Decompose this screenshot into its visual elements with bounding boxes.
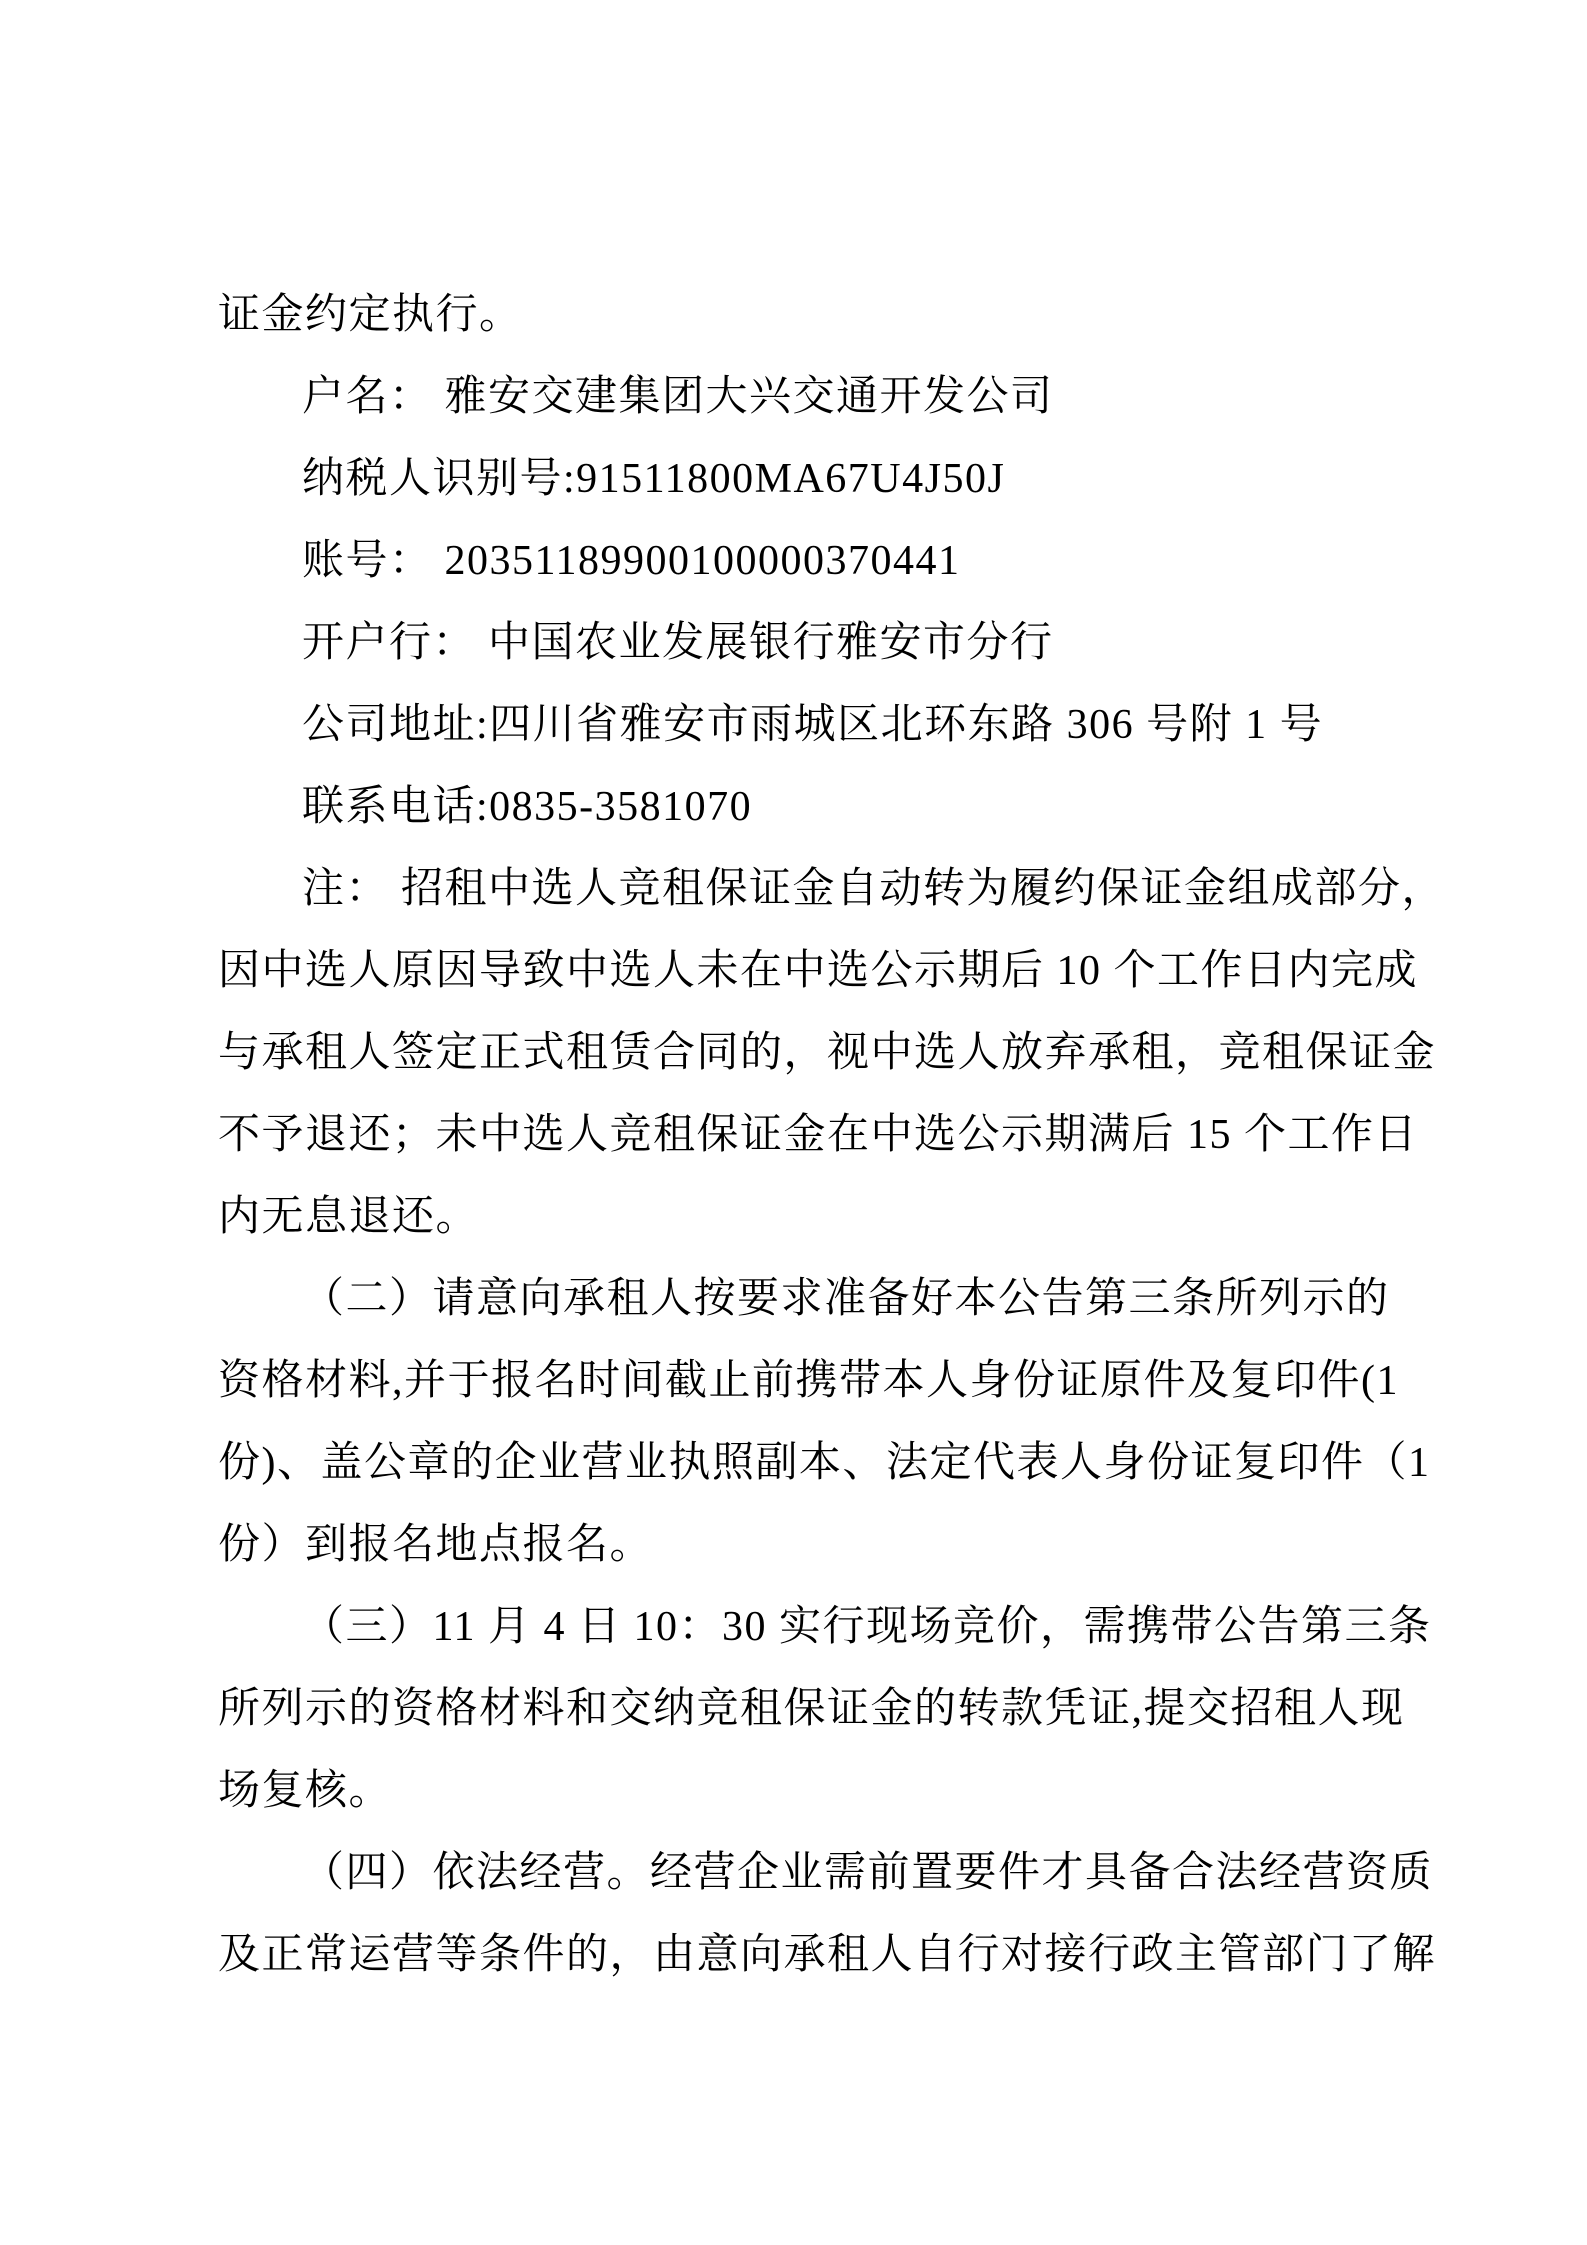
text-line: 不予退还；未中选人竞租保证金在中选公示期满后 15 个工作日 [218, 1112, 1419, 1158]
text-line: 份）到报名地点报名。 [218, 1522, 654, 1568]
text-line: 公司地址:四川省雅安市雨城区北环东路 306 号附 1 号 [302, 702, 1324, 748]
text-line: （二）请意向承租人按要求准备好本公告第三条所列示的 [302, 1276, 1390, 1322]
text-line: 证金约定执行。 [218, 292, 523, 338]
text-line: （四）依法经营。经营企业需前置要件才具备合法经营资质 [302, 1850, 1434, 1896]
text-line: 开户行： 中国农业发展银行雅安市分行 [302, 620, 1054, 666]
text-line: 账号： 20351189900100000370441 [302, 538, 961, 584]
document-lines [218, 274, 1478, 1996]
text-line: 场复核。 [218, 1768, 393, 1814]
text-line: （三）11 月 4 日 10：30 实行现场竞价，需携带公告第三条 [302, 1604, 1432, 1650]
text-line: 及正常运营等条件的，由意向承租人自行对接行政主管部门了解 [218, 1932, 1437, 1978]
text-line: 纳税人识别号:91511800MA67U4J50J [302, 456, 1006, 502]
text-line: 户名： 雅安交建集团大兴交通开发公司 [302, 374, 1054, 420]
text-line: 内无息退还。 [218, 1194, 480, 1240]
text-line: 资格材料,并于报名时间截止前携带本人身份证原件及复印件(1 [218, 1358, 1399, 1404]
text-line: 所列示的资格材料和交纳竞租保证金的转款凭证,提交招租人现 [218, 1686, 1405, 1732]
text-line: 联系电话:0835-3581070 [302, 784, 753, 830]
text-line: 与承租人签定正式租赁合同的，视中选人放弃承租，竞租保证金 [218, 1030, 1437, 1076]
text-line: 因中选人原因导致中选人未在中选公示期后 10 个工作日内完成 [218, 948, 1419, 994]
text-line: 注： 招租中选人竞租保证金自动转为履约保证金组成部分， [302, 866, 1446, 912]
text-line: 份)、盖公章的企业营业执照副本、法定代表人身份证复印件（1 [218, 1440, 1431, 1486]
